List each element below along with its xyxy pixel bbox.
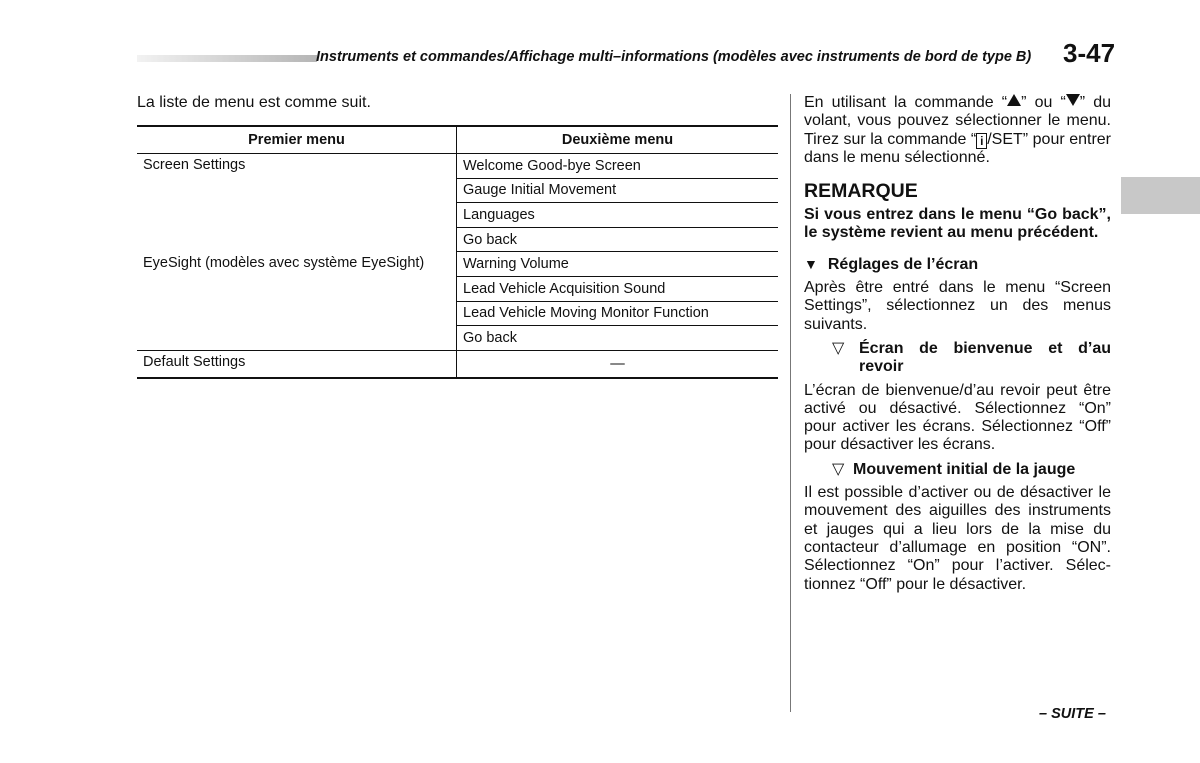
col-header-first-menu: Premier menu [137, 126, 457, 154]
intro-text-part: En utilisant la commande “ [804, 94, 1008, 111]
second-menu-cell: Gauge Initial Movement [457, 178, 779, 203]
first-menu-cell: Default Settings [137, 350, 457, 378]
section-heading-text: Réglages de l’écran [827, 255, 979, 273]
intro-text-part: /SET” pour entrer dans le menu sélectionné. [804, 130, 1111, 166]
header-title: Instruments et commandes/Affichage multi–informations (modèles avec instruments de bord de type B) [316, 49, 1032, 65]
second-menu-cell: Lead Vehicle Moving Monitor Function [457, 301, 779, 326]
page-number: 3-47 [1063, 38, 1116, 68]
filled-triangle-icon: ▼ [804, 255, 818, 272]
table-row [137, 154, 778, 179]
first-menu-cell: EyeSight (modèles avec système EyeSight) [137, 252, 457, 350]
second-menu-cell: Lead Vehicle Acquisition Sound [457, 276, 779, 301]
arrow-up-icon [1007, 94, 1021, 106]
arrow-down-icon [1066, 94, 1080, 106]
second-menu-cell: Go back [457, 326, 779, 351]
subsection-heading-text: Mouvement initial de la jauge [853, 460, 1076, 478]
first-menu-cell: Screen Settings [137, 154, 457, 252]
section-heading [804, 255, 1111, 274]
info-button-icon: i [976, 133, 987, 149]
outline-triangle-icon: ▽ [832, 339, 845, 357]
subsection-heading [804, 340, 1111, 377]
table-header-row [137, 126, 778, 154]
continue-label: – SUITE – [1039, 706, 1106, 722]
subsection-heading-text: Écran de bienvenue et d’au revoir [859, 339, 1111, 376]
intro-text-part: ” ou “ [1021, 94, 1066, 111]
subsection-text: L’écran de bienvenue/d’au revoir peut être activé ou désactivé. Sélectionnez “On” pour activer les écrans. Sélectionnez “Off” pour désactiver les écrans. [804, 381, 1111, 454]
second-menu-cell: Languages [457, 203, 779, 228]
second-menu-cell: Welcome Good-bye Screen [457, 154, 779, 179]
section-text: Après être entré dans le menu “Screen Settings”, sélectionnez un des menus suivants. [804, 279, 1111, 333]
subsection-text: Il est possible d’activer ou de désactiver le mouvement des aiguilles des instruments et jauges qui a lieu lors de la mise du contacteur d’allumage en position “ON”. Sélectionnez “On” pour l’activer. Sélec-tionnez “Off” pour le désactiver. [804, 484, 1111, 593]
second-menu-cell: Go back [457, 227, 779, 252]
outline-triangle-icon: ▽ [832, 460, 845, 478]
remarque-title: REMARQUE [804, 180, 918, 203]
menu-table [137, 125, 778, 379]
header-rule [137, 55, 317, 62]
second-menu-cell: Warning Volume [457, 252, 779, 277]
intro-text: La liste de menu est comme suit. [137, 94, 371, 111]
remarque-text: Si vous entrez dans le menu “Go back”, le système revient au menu précédent. [804, 206, 1111, 242]
table-row [137, 350, 778, 378]
subsection-heading [804, 461, 1111, 479]
chapter-tab [1121, 177, 1200, 214]
table-row [137, 252, 778, 277]
intro-paragraph [804, 94, 1111, 167]
right-column [804, 94, 1111, 594]
col-header-second-menu: Deuxième menu [457, 126, 779, 154]
second-menu-cell: — [457, 350, 779, 378]
column-divider [790, 94, 791, 712]
intro-text-part: ” du volant, vous pouvez sélectionner le menu. Tirez sur la commande “ [804, 94, 1112, 148]
